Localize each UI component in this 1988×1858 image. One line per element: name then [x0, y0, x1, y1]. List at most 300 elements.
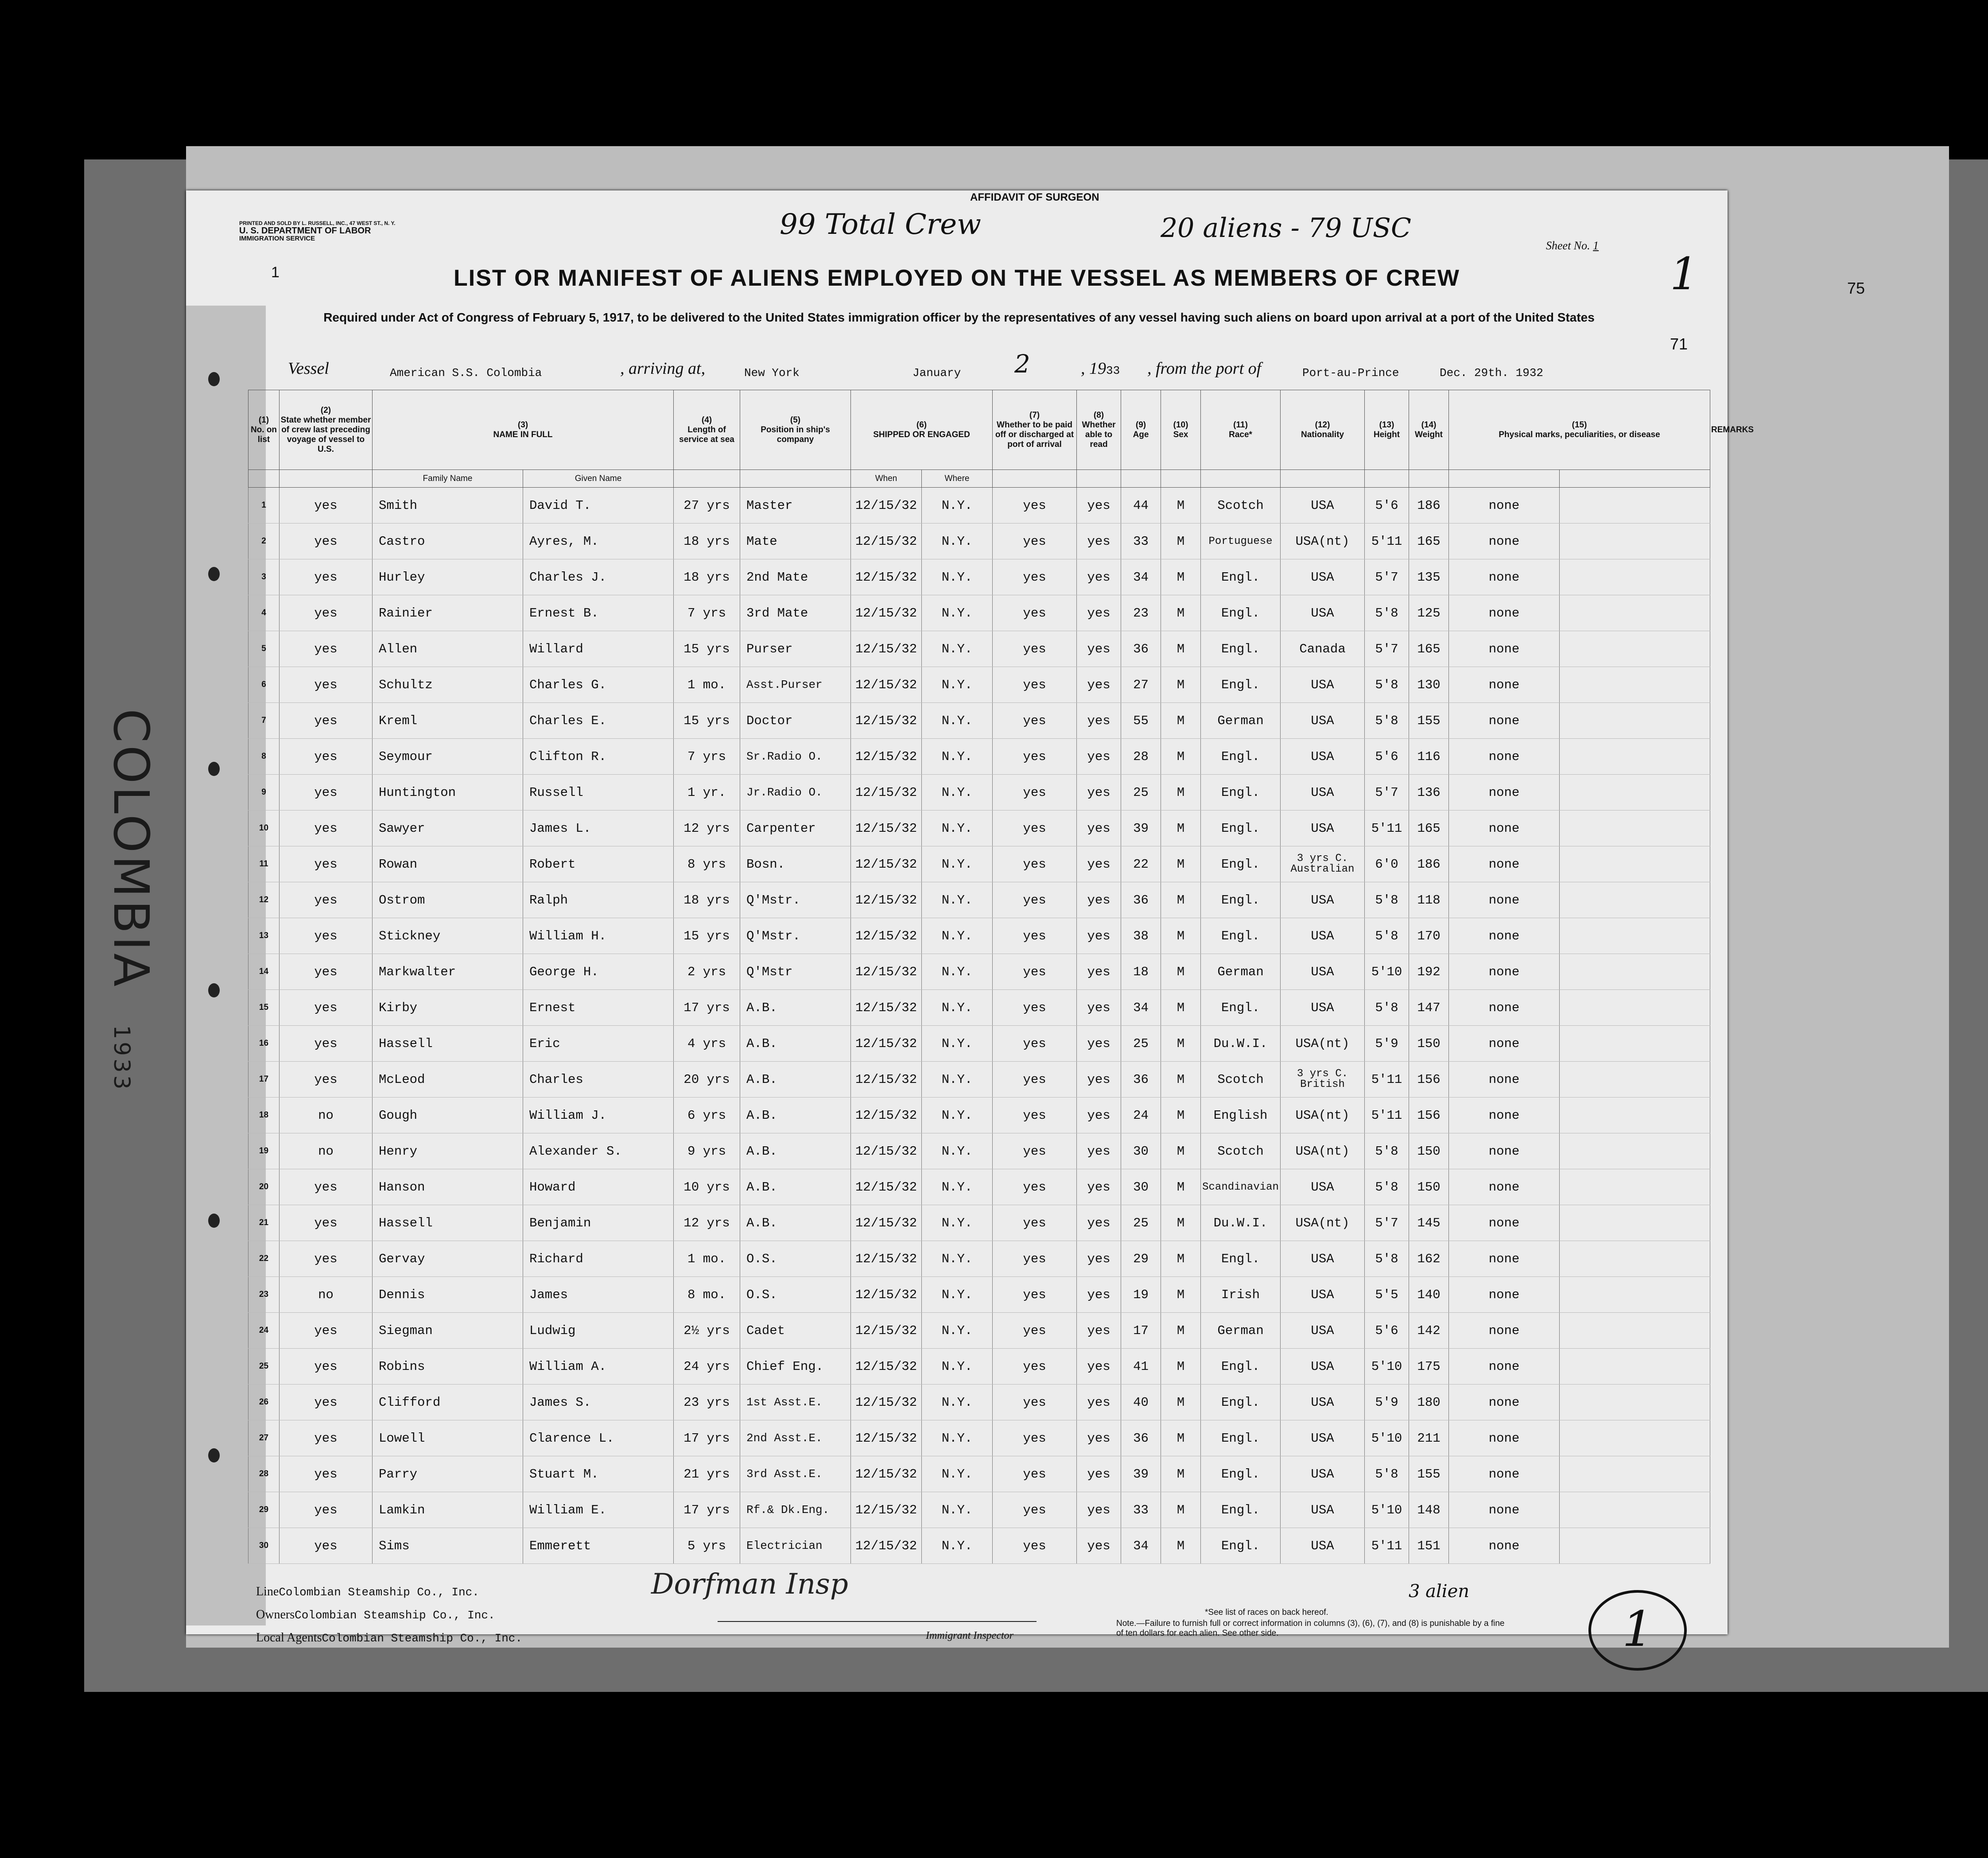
- table-row: [248, 1313, 1710, 1349]
- previous-voyage-cell: yes: [280, 882, 373, 918]
- able-to-read-cell: yes: [1077, 1420, 1121, 1456]
- inspector-label: Immigrant Inspector: [926, 1630, 1013, 1641]
- shipped-where-cell: N.Y.: [922, 1241, 993, 1277]
- shipped-where-cell: N.Y.: [922, 1205, 993, 1241]
- age-cell: 41: [1121, 1349, 1161, 1385]
- sex-cell: M: [1161, 1026, 1201, 1062]
- remarks-cell: [1560, 488, 1710, 524]
- remarks-cell: [1560, 1456, 1710, 1492]
- nationality-cell: USA: [1281, 775, 1365, 811]
- remarks-cell: [1560, 739, 1710, 775]
- paid-off-cell: yes: [993, 882, 1077, 918]
- height-cell: 5'9: [1365, 1026, 1409, 1062]
- shipped-where-cell: N.Y.: [922, 703, 993, 739]
- previous-voyage-cell: yes: [280, 524, 373, 559]
- nationality-cell: USA: [1281, 990, 1365, 1026]
- age-cell: 28: [1121, 739, 1161, 775]
- race-cell: Du.W.I.: [1201, 1026, 1281, 1062]
- table-row: [248, 595, 1710, 631]
- family-name-cell: Huntington: [373, 775, 523, 811]
- shipped-when-cell: 12/15/32: [851, 1349, 922, 1385]
- sheet-number: [1546, 239, 1599, 252]
- shipped-when-cell: 12/15/32: [851, 1133, 922, 1169]
- race-cell: Irish: [1201, 1277, 1281, 1313]
- family-name-cell: McLeod: [373, 1062, 523, 1098]
- shipped-where-cell: N.Y.: [922, 488, 993, 524]
- ship-position-cell: A.B.: [740, 1026, 851, 1062]
- sex-cell: M: [1161, 1098, 1201, 1133]
- col-name-num: (3): [517, 420, 528, 430]
- family-name-cell: Ostrom: [373, 882, 523, 918]
- printer-imprint: [239, 220, 396, 242]
- given-name-cell: Charles: [523, 1062, 674, 1098]
- physical-marks-cell: none: [1449, 559, 1560, 595]
- ship-position-cell: A.B.: [740, 1062, 851, 1098]
- height-cell: 5'9: [1365, 1385, 1409, 1420]
- row-number-cell: 10: [248, 811, 280, 846]
- able-to-read-cell: yes: [1077, 1169, 1121, 1205]
- race-cell: German: [1201, 1313, 1281, 1349]
- agents-value: Colombian Steamship Co., Inc.: [322, 1632, 523, 1645]
- col-marks-num: (15): [1572, 420, 1587, 430]
- race-cell: Engl.: [1201, 846, 1281, 882]
- ship-position-cell: Cadet: [740, 1313, 851, 1349]
- subheader-blank: [1201, 470, 1281, 488]
- weight-cell: 180: [1409, 1385, 1449, 1420]
- sex-cell: M: [1161, 846, 1201, 882]
- row-number-cell: 25: [248, 1349, 280, 1385]
- weight-cell: 135: [1409, 559, 1449, 595]
- previous-voyage-cell: yes: [280, 488, 373, 524]
- remarks-cell: [1560, 1349, 1710, 1385]
- remarks-cell: [1560, 918, 1710, 954]
- shipped-when-cell: 12/15/32: [851, 1492, 922, 1528]
- physical-marks-cell: none: [1449, 1313, 1560, 1349]
- footer-agents: [256, 1631, 522, 1645]
- paid-off-cell: yes: [993, 1241, 1077, 1277]
- subheader-blank: [993, 470, 1077, 488]
- shipped-when-cell: 12/15/32: [851, 846, 922, 882]
- weight-cell: 145: [1409, 1205, 1449, 1241]
- race-cell: Engl.: [1201, 775, 1281, 811]
- nationality-cell: USA: [1281, 1528, 1365, 1564]
- able-to-read-cell: yes: [1077, 595, 1121, 631]
- race-cell: Portuguese: [1201, 524, 1281, 559]
- row-number-cell: 21: [248, 1205, 280, 1241]
- sex-cell: M: [1161, 488, 1201, 524]
- ship-position-cell: Doctor: [740, 703, 851, 739]
- row-number-cell: 4: [248, 595, 280, 631]
- age-cell: 18: [1121, 954, 1161, 990]
- physical-marks-cell: none: [1449, 631, 1560, 667]
- shipped-where-cell: N.Y.: [922, 1313, 993, 1349]
- length-of-service-cell: 4 yrs: [674, 1026, 740, 1062]
- physical-marks-cell: none: [1449, 846, 1560, 882]
- nationality-cell: USA: [1281, 811, 1365, 846]
- given-name-cell: George H.: [523, 954, 674, 990]
- paid-off-cell: yes: [993, 1385, 1077, 1420]
- age-cell: 24: [1121, 1098, 1161, 1133]
- age-cell: 19: [1121, 1277, 1161, 1313]
- given-name-cell: Eric: [523, 1026, 674, 1062]
- shipped-when-cell: 12/15/32: [851, 1277, 922, 1313]
- table-row: [248, 990, 1710, 1026]
- shipped-where-cell: N.Y.: [922, 1277, 993, 1313]
- col-position-label: Position in ship's company: [761, 425, 830, 444]
- department-line: U. S. DEPARTMENT OF LABOR: [239, 226, 371, 236]
- subheader-when: When: [851, 470, 922, 488]
- physical-marks-cell: none: [1449, 667, 1560, 703]
- sex-cell: M: [1161, 990, 1201, 1026]
- nationality-cell: USA(nt): [1281, 524, 1365, 559]
- previous-voyage-cell: yes: [280, 811, 373, 846]
- col-race-header: [1201, 390, 1281, 470]
- owners-value: Colombian Steamship Co., Inc.: [295, 1609, 495, 1622]
- age-cell: 30: [1121, 1133, 1161, 1169]
- nationality-cell: USA: [1281, 1420, 1365, 1456]
- sex-cell: M: [1161, 631, 1201, 667]
- sex-cell: M: [1161, 1241, 1201, 1277]
- race-cell: Engl.: [1201, 559, 1281, 595]
- length-of-service-cell: 8 mo.: [674, 1277, 740, 1313]
- subheader-where: Where: [922, 470, 993, 488]
- family-name-cell: Rainier: [373, 595, 523, 631]
- able-to-read-cell: yes: [1077, 1349, 1121, 1385]
- row-number-cell: 17: [248, 1062, 280, 1098]
- table-row: [248, 559, 1710, 595]
- previous-voyage-cell: yes: [280, 1205, 373, 1241]
- shipped-when-cell: 12/15/32: [851, 811, 922, 846]
- margin-colomba-text: COLOMBIA: [103, 709, 159, 989]
- remarks-cell: [1560, 631, 1710, 667]
- sheet-label: Sheet No.: [1546, 239, 1590, 252]
- col-read-num: (8): [1093, 410, 1104, 420]
- ship-position-cell: O.S.: [740, 1241, 851, 1277]
- shipped-when-cell: 12/15/32: [851, 990, 922, 1026]
- length-of-service-cell: 15 yrs: [674, 918, 740, 954]
- nationality-cell: USA: [1281, 1349, 1365, 1385]
- previous-voyage-cell: yes: [280, 775, 373, 811]
- table-row: [248, 488, 1710, 524]
- able-to-read-cell: yes: [1077, 846, 1121, 882]
- given-name-cell: Willard: [523, 631, 674, 667]
- length-of-service-cell: 18 yrs: [674, 524, 740, 559]
- race-cell: Scandinavian: [1201, 1169, 1281, 1205]
- given-name-cell: William J.: [523, 1098, 674, 1133]
- subheader-family-name: Family Name: [373, 470, 523, 488]
- given-name-cell: Robert: [523, 846, 674, 882]
- length-of-service-cell: 7 yrs: [674, 595, 740, 631]
- physical-marks-cell: none: [1449, 1528, 1560, 1564]
- sex-cell: M: [1161, 703, 1201, 739]
- height-cell: 5'8: [1365, 990, 1409, 1026]
- length-of-service-cell: 18 yrs: [674, 559, 740, 595]
- given-name-cell: William E.: [523, 1492, 674, 1528]
- weight-cell: 150: [1409, 1169, 1449, 1205]
- ship-position-cell: 2nd Mate: [740, 559, 851, 595]
- able-to-read-cell: yes: [1077, 524, 1121, 559]
- shipped-where-cell: N.Y.: [922, 1026, 993, 1062]
- paid-off-cell: yes: [993, 990, 1077, 1026]
- height-cell: 5'7: [1365, 1205, 1409, 1241]
- able-to-read-cell: yes: [1077, 1241, 1121, 1277]
- age-cell: 39: [1121, 1456, 1161, 1492]
- ship-position-cell: Master: [740, 488, 851, 524]
- length-of-service-cell: 10 yrs: [674, 1169, 740, 1205]
- shipped-where-cell: N.Y.: [922, 524, 993, 559]
- handwritten-sheet-one: 1: [1670, 248, 1698, 300]
- physical-marks-cell: none: [1449, 488, 1560, 524]
- able-to-read-cell: yes: [1077, 1528, 1121, 1564]
- age-cell: 34: [1121, 990, 1161, 1026]
- nationality-cell: USA: [1281, 1241, 1365, 1277]
- races-note: *See list of races on back hereof.: [1205, 1608, 1328, 1617]
- sex-cell: M: [1161, 559, 1201, 595]
- age-cell: 30: [1121, 1169, 1161, 1205]
- sex-cell: M: [1161, 524, 1201, 559]
- row-number-cell: 9: [248, 775, 280, 811]
- ship-position-cell: A.B.: [740, 1098, 851, 1133]
- race-cell: Engl.: [1201, 739, 1281, 775]
- physical-marks-cell: none: [1449, 954, 1560, 990]
- table-row: [248, 811, 1710, 846]
- given-name-cell: Clifton R.: [523, 739, 674, 775]
- ship-position-cell: Jr.Radio O.: [740, 775, 851, 811]
- shipped-when-cell: 12/15/32: [851, 775, 922, 811]
- age-cell: 22: [1121, 846, 1161, 882]
- col-sex-num: (10): [1173, 420, 1188, 430]
- weight-cell: 151: [1409, 1528, 1449, 1564]
- row-number-cell: 2: [248, 524, 280, 559]
- age-cell: 40: [1121, 1385, 1161, 1420]
- vessel-name-text: American S.S. Colombia: [390, 366, 542, 380]
- height-cell: 5'8: [1365, 667, 1409, 703]
- race-cell: Engl.: [1201, 1349, 1281, 1385]
- family-name-cell: Siegman: [373, 1313, 523, 1349]
- paid-off-cell: yes: [993, 1098, 1077, 1133]
- table-row: [248, 1349, 1710, 1385]
- age-cell: 29: [1121, 1241, 1161, 1277]
- remarks-cell: [1560, 1385, 1710, 1420]
- table-row: [248, 1456, 1710, 1492]
- family-name-cell: Parry: [373, 1456, 523, 1492]
- row-number-cell: 13: [248, 918, 280, 954]
- height-cell: 5'10: [1365, 1492, 1409, 1528]
- col-prev-label: State whether member of crew last preceding voyage of vessel to U.S.: [280, 415, 371, 454]
- previous-voyage-cell: yes: [280, 1169, 373, 1205]
- given-name-cell: William A.: [523, 1349, 674, 1385]
- arrival-port-text: New York: [744, 366, 800, 380]
- shipped-where-cell: N.Y.: [922, 775, 993, 811]
- able-to-read-cell: yes: [1077, 488, 1121, 524]
- physical-marks-cell: none: [1449, 1420, 1560, 1456]
- sex-cell: M: [1161, 667, 1201, 703]
- height-cell: 5'8: [1365, 595, 1409, 631]
- col-shipped-num: (6): [916, 420, 927, 430]
- agents-label: Local Agents: [256, 1631, 322, 1645]
- line-value: Colombian Steamship Co., Inc.: [279, 1586, 479, 1599]
- able-to-read-cell: yes: [1077, 1205, 1121, 1241]
- sex-cell: M: [1161, 595, 1201, 631]
- able-to-read-cell: yes: [1077, 1277, 1121, 1313]
- paid-off-cell: yes: [993, 631, 1077, 667]
- race-cell: Engl.: [1201, 1528, 1281, 1564]
- shipped-when-cell: 12/15/32: [851, 954, 922, 990]
- col-prev-voyage-header: [280, 390, 373, 470]
- height-cell: 5'11: [1365, 1528, 1409, 1564]
- row-number-cell: 15: [248, 990, 280, 1026]
- able-to-read-cell: yes: [1077, 739, 1121, 775]
- age-cell: 33: [1121, 524, 1161, 559]
- family-name-cell: Hanson: [373, 1169, 523, 1205]
- col-service-num: (4): [701, 415, 712, 425]
- physical-marks-cell: none: [1449, 524, 1560, 559]
- paid-off-cell: yes: [993, 739, 1077, 775]
- able-to-read-cell: yes: [1077, 703, 1121, 739]
- age-cell: 36: [1121, 1420, 1161, 1456]
- race-cell: Engl.: [1201, 1420, 1281, 1456]
- weight-cell: 170: [1409, 918, 1449, 954]
- physical-marks-cell: none: [1449, 1062, 1560, 1098]
- paid-off-cell: yes: [993, 811, 1077, 846]
- family-name-cell: Hassell: [373, 1026, 523, 1062]
- col-marks-label: Physical marks, peculiarities, or disease: [1499, 430, 1660, 439]
- sex-cell: M: [1161, 918, 1201, 954]
- nationality-cell: USA(nt): [1281, 1098, 1365, 1133]
- shipped-where-cell: N.Y.: [922, 990, 993, 1026]
- weight-cell: 150: [1409, 1133, 1449, 1169]
- physical-marks-cell: none: [1449, 1385, 1560, 1420]
- table-row: [248, 1241, 1710, 1277]
- paid-off-cell: yes: [993, 488, 1077, 524]
- given-name-cell: Benjamin: [523, 1205, 674, 1241]
- length-of-service-cell: 6 yrs: [674, 1098, 740, 1133]
- subheader-blank: [674, 470, 740, 488]
- footer-line: [256, 1585, 479, 1599]
- height-cell: 5'10: [1365, 1420, 1409, 1456]
- col-age-header: [1121, 390, 1161, 470]
- ship-position-cell: A.B.: [740, 1205, 851, 1241]
- age-cell: 23: [1121, 595, 1161, 631]
- previous-voyage-cell: yes: [280, 918, 373, 954]
- able-to-read-cell: yes: [1077, 1026, 1121, 1062]
- family-name-cell: Robins: [373, 1349, 523, 1385]
- shipped-when-cell: 12/15/32: [851, 1241, 922, 1277]
- length-of-service-cell: 1 yr.: [674, 775, 740, 811]
- able-to-read-cell: yes: [1077, 631, 1121, 667]
- ship-position-cell: 1st Asst.E.: [740, 1385, 851, 1420]
- weight-cell: 156: [1409, 1098, 1449, 1133]
- shipped-when-cell: 12/15/32: [851, 1385, 922, 1420]
- col-paid-label: Whether to be paid off or discharged at port of arrival: [995, 420, 1074, 449]
- previous-voyage-cell: yes: [280, 990, 373, 1026]
- line-label: Line: [256, 1585, 279, 1598]
- age-cell: 25: [1121, 1205, 1161, 1241]
- family-name-cell: Dennis: [373, 1277, 523, 1313]
- table-row: [248, 1528, 1710, 1564]
- family-name-cell: Smith: [373, 488, 523, 524]
- physical-marks-cell: none: [1449, 1169, 1560, 1205]
- ship-position-cell: Asst.Purser: [740, 667, 851, 703]
- col-service-header: [674, 390, 740, 470]
- physical-marks-cell: none: [1449, 1241, 1560, 1277]
- family-name-cell: Seymour: [373, 739, 523, 775]
- sex-cell: M: [1161, 882, 1201, 918]
- physical-marks-cell: none: [1449, 918, 1560, 954]
- col-weight-header: [1409, 390, 1449, 470]
- row-number-cell: 3: [248, 559, 280, 595]
- shipped-where-cell: N.Y.: [922, 559, 993, 595]
- race-cell: Engl.: [1201, 811, 1281, 846]
- shipped-where-cell: N.Y.: [922, 882, 993, 918]
- family-name-cell: Stickney: [373, 918, 523, 954]
- binder-hole: [208, 762, 220, 776]
- nationality-cell: USA: [1281, 559, 1365, 595]
- arrival-month: [912, 362, 961, 381]
- shipped-where-cell: N.Y.: [922, 1062, 993, 1098]
- family-name-cell: Lamkin: [373, 1492, 523, 1528]
- paid-off-cell: yes: [993, 1349, 1077, 1385]
- given-name-cell: Emmerett: [523, 1528, 674, 1564]
- col-height-header: [1365, 390, 1409, 470]
- sex-cell: M: [1161, 1492, 1201, 1528]
- col-service-label: Length of service at sea: [679, 425, 734, 444]
- physical-marks-cell: none: [1449, 811, 1560, 846]
- given-name-cell: Howard: [523, 1169, 674, 1205]
- family-name-cell: Kreml: [373, 703, 523, 739]
- remarks-cell: [1560, 954, 1710, 990]
- length-of-service-cell: 24 yrs: [674, 1349, 740, 1385]
- ship-position-cell: O.S.: [740, 1277, 851, 1313]
- col-nat-label: Nationality: [1301, 430, 1344, 439]
- length-of-service-cell: 8 yrs: [674, 846, 740, 882]
- paid-off-cell: yes: [993, 1313, 1077, 1349]
- table-row: [248, 1169, 1710, 1205]
- given-name-cell: Charles E.: [523, 703, 674, 739]
- length-of-service-cell: 27 yrs: [674, 488, 740, 524]
- footer-owners: [256, 1608, 495, 1622]
- weight-cell: 162: [1409, 1241, 1449, 1277]
- previous-voyage-cell: yes: [280, 631, 373, 667]
- handwritten-alien-count: 20 aliens - 79 USC: [1161, 213, 1411, 244]
- height-cell: 5'7: [1365, 559, 1409, 595]
- able-to-read-cell: yes: [1077, 1062, 1121, 1098]
- height-cell: 5'8: [1365, 1241, 1409, 1277]
- subheader-given-name: Given Name: [523, 470, 674, 488]
- physical-marks-cell: none: [1449, 775, 1560, 811]
- age-cell: 27: [1121, 667, 1161, 703]
- table-row: [248, 1205, 1710, 1241]
- race-cell: Scotch: [1201, 1133, 1281, 1169]
- height-cell: 5'8: [1365, 1133, 1409, 1169]
- paid-off-cell: yes: [993, 1062, 1077, 1098]
- nationality-cell: USA: [1281, 1456, 1365, 1492]
- col-sex-header: [1161, 390, 1201, 470]
- arrival-port: [744, 362, 800, 381]
- family-name-cell: Hassell: [373, 1205, 523, 1241]
- previous-voyage-cell: yes: [280, 1241, 373, 1277]
- ship-position-cell: Chief Eng.: [740, 1349, 851, 1385]
- previous-voyage-cell: yes: [280, 1528, 373, 1564]
- previous-voyage-cell: yes: [280, 1456, 373, 1492]
- paid-off-cell: yes: [993, 595, 1077, 631]
- col-position-num: (5): [790, 415, 801, 425]
- race-cell: Engl.: [1201, 990, 1281, 1026]
- height-cell: 5'8: [1365, 882, 1409, 918]
- physical-marks-cell: none: [1449, 1349, 1560, 1385]
- length-of-service-cell: 18 yrs: [674, 882, 740, 918]
- physical-marks-cell: none: [1449, 1133, 1560, 1169]
